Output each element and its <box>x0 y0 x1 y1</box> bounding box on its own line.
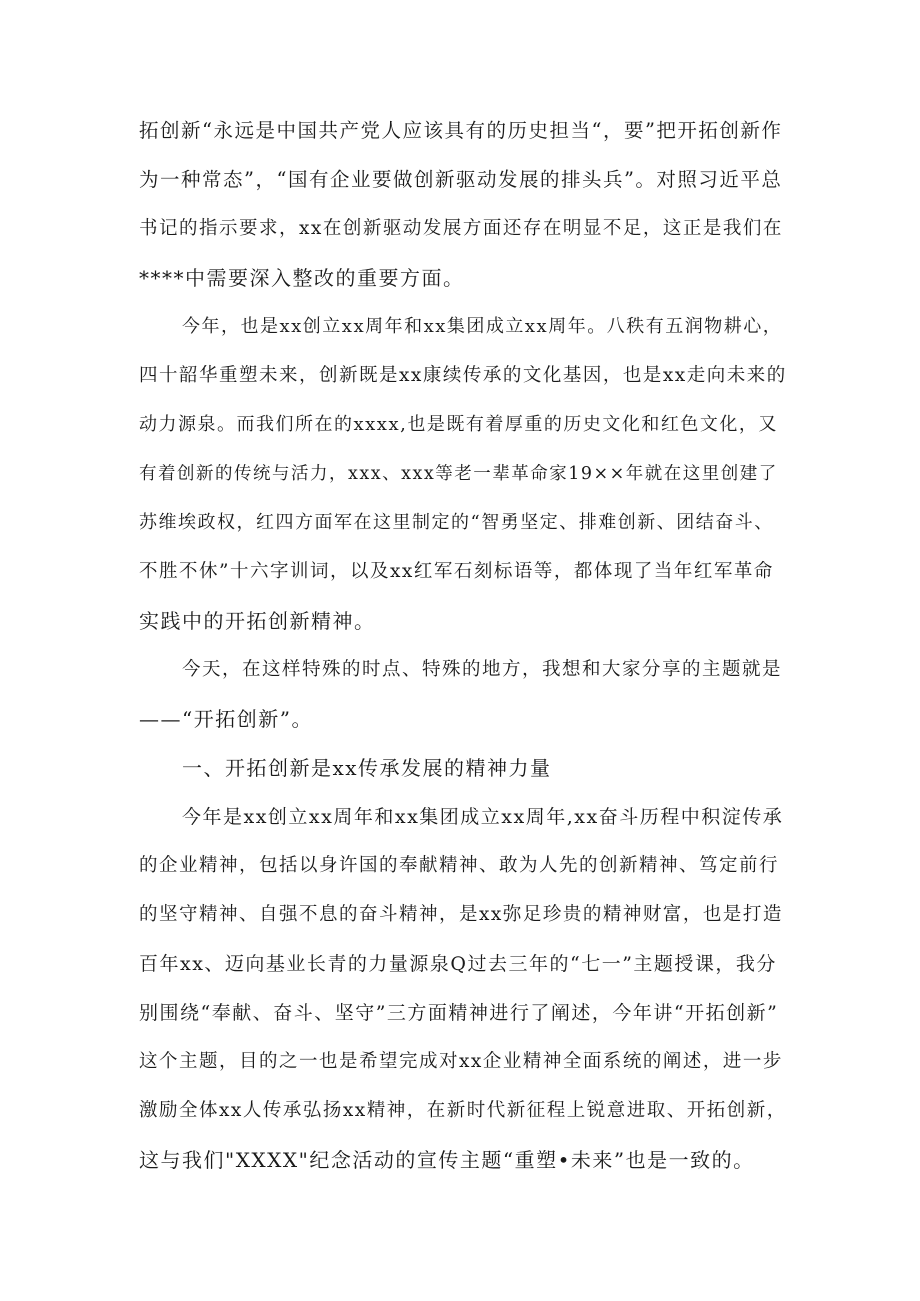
paragraph-line: 今天，在这样特殊的时点、特殊的地方，我想和大家分享的主题就是 <box>182 659 783 680</box>
section-heading: 一、开拓创新是xx传承发展的精神力量 <box>182 756 552 780</box>
paragraph-line: 百年xx、迈向基业长青的力量源泉Q过去三年的“七一”主题授课，我分 <box>139 953 777 975</box>
paragraph-line: 这与我们"XXXX"纪念活动的宣传主题“重塑•未来”也是一致的。 <box>139 1148 755 1172</box>
paragraph-line: 书记的指示要求，xx在创新驱动发展方面还存在明显不足，这正是我们在 <box>139 218 783 239</box>
paragraph-line: ****中需要深入整改的重要方面。 <box>139 266 465 290</box>
paragraph-line: 今年，也是xx创立xx周年和xx集团成立xx周年。八秩有五润物耕心， <box>182 316 783 337</box>
paragraph-line: ——“开拓创新”。 <box>139 707 313 731</box>
paragraph-line: 拓创新“永远是中国共产党人应该具有的历史担当“，要”把开拓创新作 <box>139 119 783 142</box>
paragraph-line: 这个主题，目的之一也是希望完成对xx企业精神全面系统的阐述，进一步 <box>139 1051 783 1072</box>
paragraph-line: 苏维埃政权，红四方面军在这里制定的“智勇坚定、排难创新、团结奋斗、 <box>139 512 774 533</box>
paragraph-line: 激励全体xx人传承弘扬xx精神，在新时代新征程上锐意进取、开拓创新， <box>139 1100 787 1121</box>
paragraph-line: 今年是xx创立xx周年和xx集团成立xx周年,xx奋斗历程中积淀传承 <box>182 806 784 828</box>
paragraph-line: 为一种常态”，“国有企业要做创新驱动发展的排头兵”。对照习近平总 <box>139 168 783 191</box>
paragraph-line: 的企业精神，包括以身许国的奉献精神、敢为人先的创新精神、笃定前行 <box>139 855 780 876</box>
paragraph-line: 的坚守精神、自强不息的奋斗精神，是xx弥足珍贵的精神财富，也是打造 <box>139 904 783 925</box>
paragraph-line: 实践中的开拓创新精神。 <box>139 609 376 633</box>
paragraph-line: 四十韶华重塑未来，创新既是xx康续传承的文化基因，也是xx走向未来的 <box>139 365 787 386</box>
paragraph-line: 动力源泉。而我们所在的xxxx,也是既有着厚重的历史文化和红色文化，又 <box>139 414 778 435</box>
paragraph-line: 有着创新的传统与活力，xxx、xxx等老一辈革命家19××年就在这里创建了 <box>139 464 778 484</box>
paragraph-line: 别围绕“奉献、奋斗、坚守”三方面精神进行了阐述，今年讲“开拓创新” <box>139 1002 779 1024</box>
paragraph-line: 不胜不休”十六字训词，以及xx红军石刻标语等，都体现了当年红军革命 <box>139 561 774 582</box>
